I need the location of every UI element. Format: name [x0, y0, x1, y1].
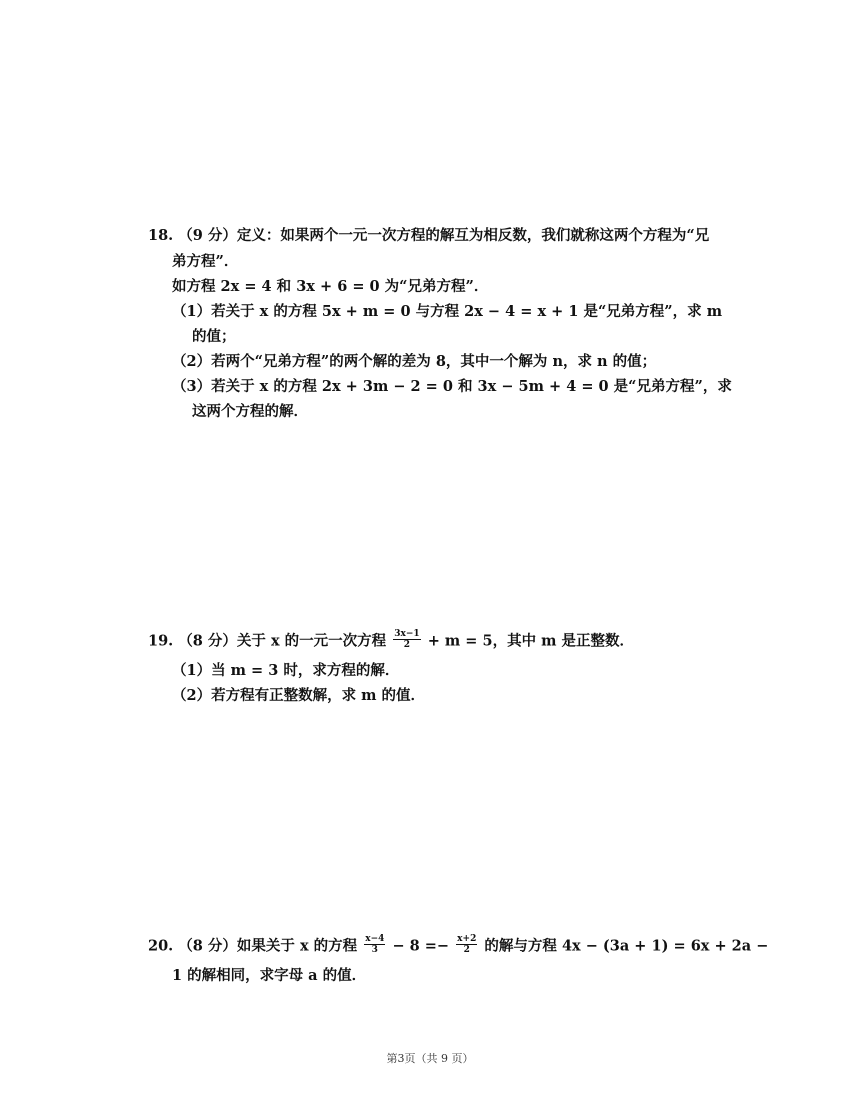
q18-part3-line2: 这两个方程的解． — [192, 403, 308, 420]
q20-line2: 1 的解相同，求字母 a 的值． — [172, 967, 367, 984]
q19-fraction — [393, 629, 420, 650]
page-footer: 第3页（共 9 页） — [386, 1052, 474, 1065]
q20-fraction-2 — [456, 934, 477, 955]
q19-part1: （1）当 m = 3 时，求方程的解． — [172, 662, 400, 679]
q20-fraction-1-numerator: x−4 — [365, 934, 385, 944]
q20-middle: − 8 =− — [392, 937, 450, 955]
q19-part2: （2）若方程有正整数解，求 m 的值． — [172, 687, 426, 704]
q20-suffix: 的解与方程 4x − (3a + 1) = 6x + 2a − — [484, 937, 769, 955]
q18-part1-line2: 的值； — [192, 328, 236, 345]
q20-fraction-1 — [364, 934, 385, 955]
q18-part3-line1: （3）若关于 x 的方程 2x + 3m − 2 = 0 和 3x − 5m + 4 = 0 是“兄弟方程”，求 — [172, 378, 732, 395]
q20-prefix: 20. （8 分）如果关于 x 的方程 — [148, 937, 358, 955]
q19-prefix: 19. （8 分）关于 x 的一元一次方程 — [148, 632, 387, 650]
q18-line2: 弟方程”． — [172, 253, 239, 270]
q20-fraction-2-numerator: x+2 — [457, 934, 477, 944]
q20-line1 — [148, 936, 768, 957]
q20-fraction-1-denominator: 3 — [371, 945, 378, 955]
q18-line1: 18. （9 分）定义：如果两个一元一次方程的解互为相反数，我们就称这两个方程为“兄 — [148, 227, 710, 244]
q18-example: 如方程 2x = 4 和 3x + 6 = 0 为“兄弟方程”． — [172, 278, 489, 295]
q18-part1-line1: （1）若关于 x 的方程 5x + m = 0 与方程 2x − 4 = x + 1 是“兄弟方程”，求 m — [172, 303, 723, 320]
q19-suffix: + m = 5，其中 m 是正整数． — [427, 632, 635, 650]
q18-part2: （2）若两个“兄弟方程”的两个解的差为 8，其中一个解为 n，求 n 的值； — [172, 353, 657, 370]
q19-fraction-denominator: 2 — [403, 640, 411, 650]
q19-line1 — [148, 631, 634, 652]
q20-fraction-2-denominator: 2 — [463, 945, 470, 955]
q19-fraction-numerator: 3x−1 — [394, 629, 420, 639]
